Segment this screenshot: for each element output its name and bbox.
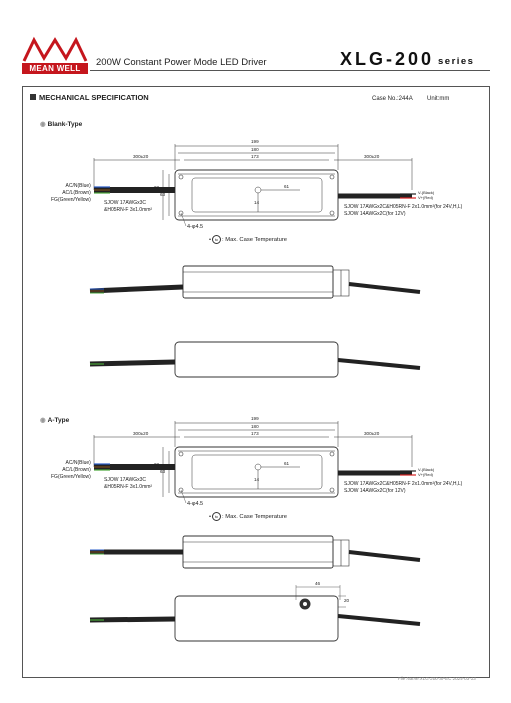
- blank-hole-spec: 4-φ4.5: [187, 224, 204, 230]
- a-type-label: A-Type: [47, 417, 70, 424]
- a-dim-lead-right: 300±20: [364, 431, 380, 436]
- a-right-cable-line1: SJOW 17AWGx2C&H05RN-F 2x1.0mm²(for 24V,H,L): [344, 481, 463, 487]
- a-tc-note-text: : Max. Case Temperature: [222, 514, 288, 521]
- a-dim-20: 20: [344, 598, 350, 603]
- wire-fg-label: FG(Green/Yellow): [51, 197, 91, 203]
- blank-tc-note: • tc : Max. Case Temperature: [209, 237, 288, 244]
- a-right-cable-spec: [344, 481, 462, 495]
- a-dim-199: 199: [251, 416, 259, 421]
- dim-14: 14: [254, 200, 260, 205]
- wire-vplus-label: V+(Red): [418, 195, 434, 200]
- dim-lead-right: 300±20: [364, 154, 380, 159]
- blank-type-label: Blank-Type: [47, 121, 83, 128]
- a-right-wire-labels: [418, 467, 434, 477]
- dim-61: 61: [284, 184, 290, 189]
- wire-l-label: AC/L(Brown): [62, 190, 91, 196]
- a-dim-14: 14: [254, 477, 260, 482]
- left-cable-line1: SJOW 17AWGx3C: [104, 200, 147, 206]
- a-wire-n-label: AC/N(Blue): [65, 460, 91, 466]
- dim-lead-left: 300±20: [133, 154, 149, 159]
- a-dim-46: 46: [315, 581, 321, 586]
- logo-text: MEAN WELL: [22, 63, 88, 74]
- wire-vminus-label: V-(Black): [418, 190, 435, 195]
- a-wire-l-label: AC/L(Brown): [62, 467, 91, 473]
- a-dim-173: 173: [251, 431, 259, 436]
- bullet-dot-icon: ◉: [40, 121, 46, 128]
- a-dim-lead-left: 300±20: [133, 431, 149, 436]
- dim-180: 180: [251, 147, 259, 152]
- document-title: 200W Constant Power Mode LED Driver: [96, 57, 267, 68]
- file-name-footer: File Name:XLG-200-SPEC 2024-03-13: [398, 676, 476, 681]
- dim-h68: 68: [154, 185, 160, 190]
- section-title-text: MECHANICAL SPECIFICATION: [39, 93, 149, 102]
- tc-note-text: : Max. Case Temperature: [222, 237, 288, 244]
- right-cable-line2: SJOW 14AWGx2C(for 12V): [344, 211, 406, 217]
- dim-199: 199: [251, 139, 259, 144]
- unit-label: Unit:mm: [427, 96, 450, 102]
- case-number: Case No.:244A: [372, 96, 413, 102]
- a-wire-vplus-label: V+(Red): [418, 472, 434, 477]
- a-tc-note: • tc : Max. Case Temperature: [209, 514, 288, 521]
- a-left-cable-line2: &H05RN-F 3x1.0mm²: [104, 484, 153, 490]
- a-left-cable-line1: SJOW 17AWGx3C: [104, 477, 147, 483]
- a-dim-61: 61: [284, 461, 290, 466]
- a-dim-180: 180: [251, 424, 259, 429]
- a-wire-vminus-label: V-(Black): [418, 467, 435, 472]
- a-dim-h68: 68: [154, 462, 160, 467]
- dim-173: 173: [251, 154, 259, 159]
- a-left-wire-labels: [51, 460, 91, 481]
- a-hole-spec: 4-φ4.5: [187, 501, 204, 507]
- tc-symbol-icon: tc: [212, 235, 221, 244]
- right-cable-line1: SJOW 17AWGx2C&H05RN-F 2x1.0mm²(for 24V,H,L): [344, 204, 463, 210]
- a-dim-h63: 63: [160, 469, 166, 474]
- dim-h63: 63: [160, 192, 166, 197]
- a-right-cable-line2: SJOW 14AWGx2C(for 12V): [344, 488, 406, 494]
- model-name: XLG-200: [340, 49, 435, 69]
- bullet-dot-icon: ◉: [40, 417, 46, 424]
- left-cable-line2: &H05RN-F 3x1.0mm²: [104, 207, 153, 213]
- a-left-cable-spec: [104, 477, 152, 491]
- a-wire-fg-label: FG(Green/Yellow): [51, 474, 91, 480]
- series-label: series: [438, 56, 475, 67]
- wire-n-label: AC/N(Blue): [65, 183, 91, 189]
- tc-symbol-icon: tc: [212, 512, 221, 521]
